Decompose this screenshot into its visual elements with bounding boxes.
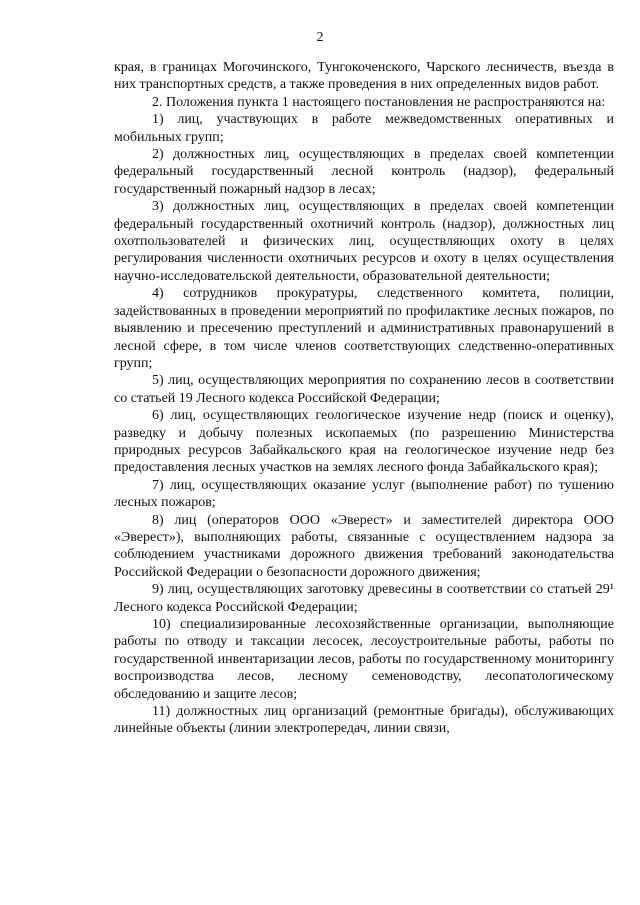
list-item-5: 5) лиц, осуществляющих мероприятия по сохранению лесов в соответствии со статьей 19 Лесного кодекса Российской Федерации;: [114, 373, 614, 406]
paragraph-continuation: края, в границах Могочинского, Тунгокоченского, Чарского лесничеств, въезда в них транспортных средств, а также проведения в них определенных видов работ.: [114, 60, 614, 93]
list-item-1: 1) лиц, участвующих в работе межведомственных оперативных и мобильных групп;: [114, 112, 614, 145]
list-item-7: 7) лиц, осуществляющих оказание услуг (выполнение работ) по тушению лесных пожаров;: [114, 477, 614, 511]
list-item-11: 11) должностных лиц организаций (ремонтные бригады), обслуживающих линейные объекты (линии электропередач, линии связи,: [114, 704, 614, 737]
list-item-4: 4) сотрудников прокуратуры, следственного комитета, полиции, задействованных в проведении мероприятий по профилактике лесных пожаров, по выявлению и пресечению преступлений и административных правонарушений в лесной сфере, в том числе членов соответствующих следственно-оперативных групп;: [114, 286, 614, 371]
list-item-3: 3) должностных лиц, осуществляющих в пределах своей компетенции федеральный государственный охотничий контроль (надзор), должностных лиц охотпользователей и физических лиц, осуществляющих охоту в целях регулирования численности охотничьих ресурсов и охоту в целях осуществления научно-исследовательской деятельности, образовательной деятельности;: [114, 199, 614, 284]
list-item-10: 10) специализированные лесохозяйственные организации, выполняющие работы по отводу и таксации лесосек, лесоустроительные работы, работы по государственной инвентаризации лесов, работы по государственному мониторингу воспроизводства лесов, лесному семеноводству, лесопатологическому обследованию и защите лесов;: [114, 617, 614, 702]
document-body: [114, 59, 614, 738]
list-item-2: 2) должностных лиц, осуществляющих в пределах своей компетенции федеральный государственный лесной контроль (надзор), федеральный государственный пожарный надзор в лесах;: [114, 147, 614, 197]
list-item-8: 8) лиц (операторов ООО «Эверест» и заместителей директора ООО «Эверест»), выполняющих работы, связанные с осуществлением надзора за соблюдением участниками дорожного движения требований законодательства Российской Федерации о безопасности дорожного движения;: [114, 512, 614, 580]
list-item-6: 6) лиц, осуществляющих геологическое изучение недр (поиск и оценку), разведку и добычу полезных ископаемых (по разрешению Министерства природных ресурсов Забайкальского края на геологическое изучение недр без предоставления лесных участков на землях лесного фонда Забайкальского края);: [114, 408, 614, 476]
list-item-9: 9) лиц, осуществляющих заготовку древесины в соответствии со статьей 29¹ Лесного кодекса Российской Федерации;: [114, 582, 614, 615]
page-number: 2: [316, 30, 324, 45]
paragraph-item-2: 2. Положения пункта 1 настоящего постановления не распространяются на:: [152, 94, 606, 110]
